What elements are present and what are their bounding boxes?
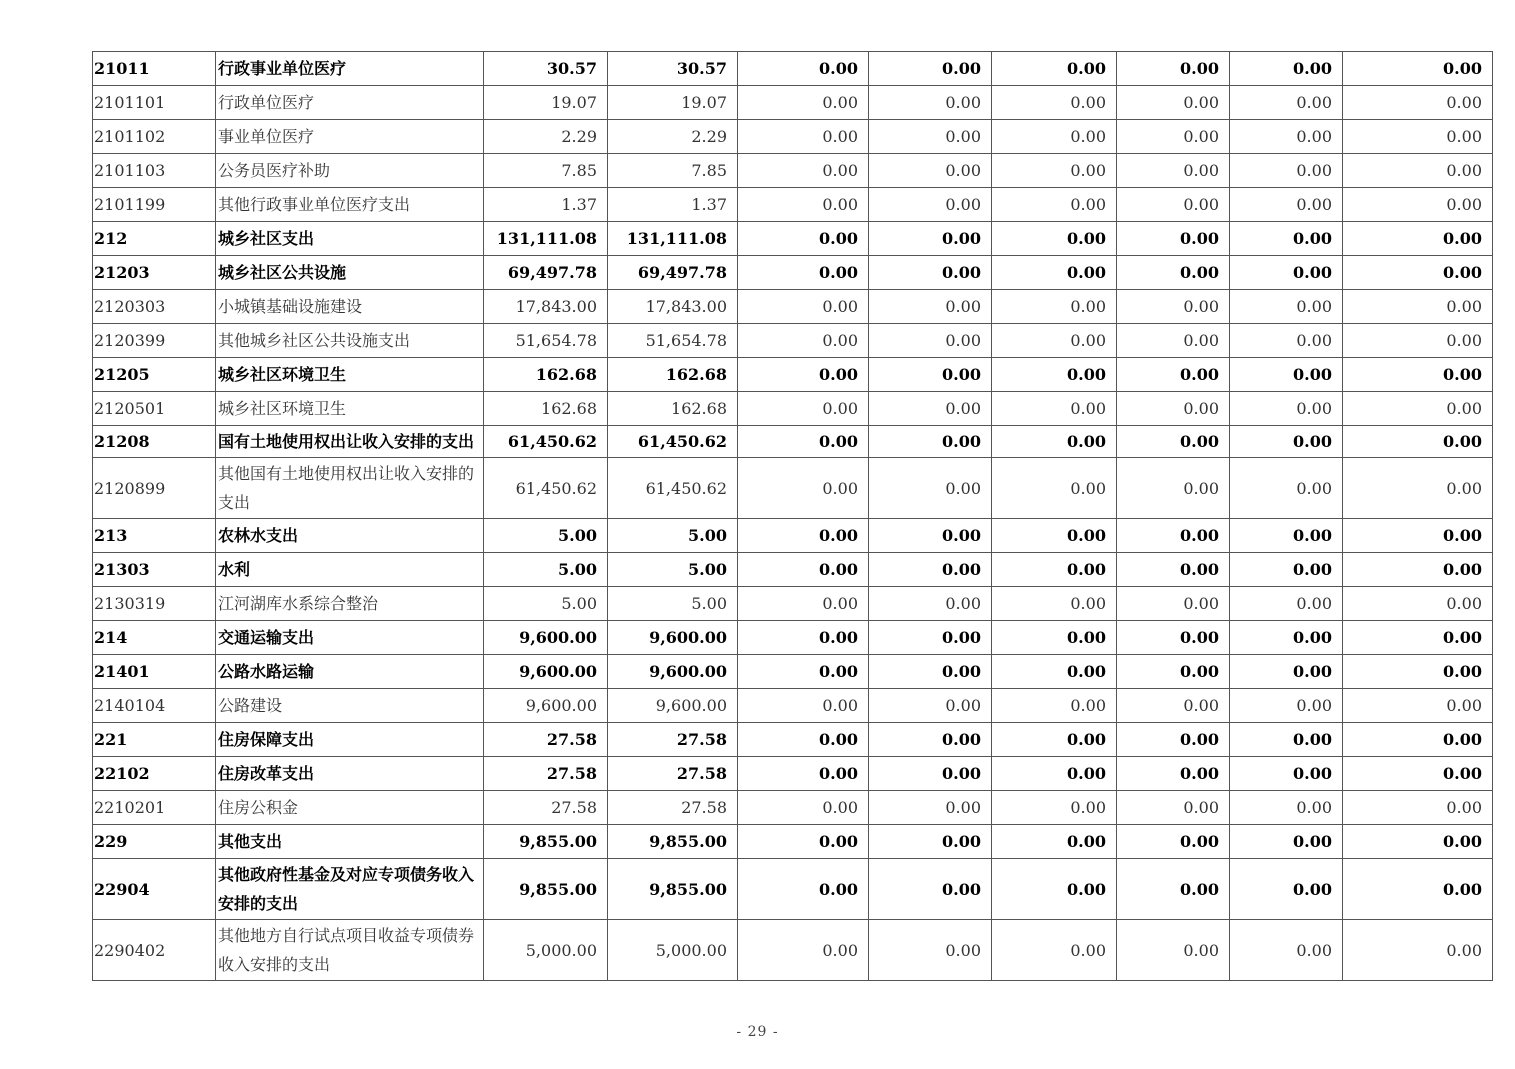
amount-cell: 0.00 xyxy=(869,188,992,222)
amount-cell: 0.00 xyxy=(869,426,992,458)
amount-cell: 0.00 xyxy=(1117,859,1230,920)
amount-cell: 69,497.78 xyxy=(608,256,738,290)
amount-cell: 51,654.78 xyxy=(608,324,738,358)
amount-cell: 0.00 xyxy=(992,52,1117,86)
amount-cell: 0.00 xyxy=(992,426,1117,458)
table-row xyxy=(93,920,1493,981)
table-row xyxy=(93,358,1493,392)
account-name-cell: 水利 xyxy=(216,553,484,587)
amount-cell: 0.00 xyxy=(1117,188,1230,222)
amount-cell: 162.68 xyxy=(484,358,608,392)
amount-cell: 0.00 xyxy=(1343,655,1493,689)
page-number: - 29 - xyxy=(736,1024,779,1040)
amount-cell: 0.00 xyxy=(738,86,869,120)
amount-cell: 0.00 xyxy=(992,587,1117,621)
account-name-cell: 江河湖库水系综合整治 xyxy=(216,587,484,621)
amount-cell: 0.00 xyxy=(992,859,1117,920)
amount-cell: 0.00 xyxy=(738,358,869,392)
amount-cell: 9,600.00 xyxy=(608,655,738,689)
account-code-cell: 2140104 xyxy=(93,689,216,723)
amount-cell: 0.00 xyxy=(1117,154,1230,188)
amount-cell: 5.00 xyxy=(484,587,608,621)
amount-cell: 0.00 xyxy=(992,920,1117,981)
amount-cell: 0.00 xyxy=(1230,553,1343,587)
account-name-cell: 城乡社区支出 xyxy=(216,222,484,256)
amount-cell: 0.00 xyxy=(1230,392,1343,426)
amount-cell: 131,111.08 xyxy=(484,222,608,256)
amount-cell: 0.00 xyxy=(1117,256,1230,290)
amount-cell: 5.00 xyxy=(608,587,738,621)
account-code-cell: 2120501 xyxy=(93,392,216,426)
amount-cell: 27.58 xyxy=(484,757,608,791)
table-row xyxy=(93,256,1493,290)
account-name-cell: 公务员医疗补助 xyxy=(216,154,484,188)
amount-cell: 162.68 xyxy=(484,392,608,426)
table-row xyxy=(93,392,1493,426)
amount-cell: 0.00 xyxy=(738,689,869,723)
amount-cell: 0.00 xyxy=(1230,791,1343,825)
amount-cell: 0.00 xyxy=(738,553,869,587)
amount-cell: 0.00 xyxy=(738,519,869,553)
amount-cell: 0.00 xyxy=(869,392,992,426)
account-name-cell: 住房改革支出 xyxy=(216,757,484,791)
amount-cell: 0.00 xyxy=(1343,426,1493,458)
amount-cell: 2.29 xyxy=(608,120,738,154)
amount-cell: 0.00 xyxy=(738,188,869,222)
account-name-cell: 城乡社区公共设施 xyxy=(216,256,484,290)
account-code-cell: 2101199 xyxy=(93,188,216,222)
amount-cell: 0.00 xyxy=(1117,426,1230,458)
amount-cell: 0.00 xyxy=(1230,920,1343,981)
account-name-cell: 其他国有土地使用权出让收入安排的支出 xyxy=(216,458,484,519)
amount-cell: 27.58 xyxy=(608,723,738,757)
amount-cell: 0.00 xyxy=(1117,825,1230,859)
amount-cell: 5,000.00 xyxy=(608,920,738,981)
amount-cell: 0.00 xyxy=(1343,859,1493,920)
account-code-cell: 214 xyxy=(93,621,216,655)
amount-cell: 0.00 xyxy=(1117,86,1230,120)
amount-cell: 0.00 xyxy=(992,519,1117,553)
amount-cell: 0.00 xyxy=(992,689,1117,723)
amount-cell: 0.00 xyxy=(738,222,869,256)
amount-cell: 5.00 xyxy=(484,553,608,587)
amount-cell: 0.00 xyxy=(1230,290,1343,324)
amount-cell: 9,855.00 xyxy=(484,859,608,920)
table-row xyxy=(93,458,1493,519)
amount-cell: 0.00 xyxy=(738,757,869,791)
amount-cell: 9,600.00 xyxy=(484,655,608,689)
amount-cell: 9,600.00 xyxy=(608,689,738,723)
amount-cell: 0.00 xyxy=(869,553,992,587)
amount-cell: 0.00 xyxy=(1230,188,1343,222)
amount-cell: 1.37 xyxy=(608,188,738,222)
account-name-cell: 其他地方自行试点项目收益专项债券收入安排的支出 xyxy=(216,920,484,981)
amount-cell: 0.00 xyxy=(1230,825,1343,859)
amount-cell: 0.00 xyxy=(738,859,869,920)
amount-cell: 0.00 xyxy=(1343,120,1493,154)
amount-cell: 162.68 xyxy=(608,358,738,392)
account-name-cell: 行政单位医疗 xyxy=(216,86,484,120)
amount-cell: 0.00 xyxy=(1117,621,1230,655)
amount-cell: 61,450.62 xyxy=(608,458,738,519)
table-row xyxy=(93,689,1493,723)
amount-cell: 0.00 xyxy=(738,458,869,519)
amount-cell: 69,497.78 xyxy=(484,256,608,290)
table-row xyxy=(93,52,1493,86)
amount-cell: 0.00 xyxy=(992,222,1117,256)
table-row xyxy=(93,859,1493,920)
account-code-cell: 229 xyxy=(93,825,216,859)
amount-cell: 0.00 xyxy=(1230,358,1343,392)
amount-cell: 0.00 xyxy=(1230,655,1343,689)
amount-cell: 0.00 xyxy=(1343,324,1493,358)
account-code-cell: 21303 xyxy=(93,553,216,587)
account-code-cell: 22904 xyxy=(93,859,216,920)
table-row xyxy=(93,188,1493,222)
amount-cell: 0.00 xyxy=(1230,689,1343,723)
amount-cell: 0.00 xyxy=(869,86,992,120)
amount-cell: 0.00 xyxy=(738,655,869,689)
amount-cell: 0.00 xyxy=(1230,859,1343,920)
amount-cell: 9,855.00 xyxy=(484,825,608,859)
account-name-cell: 其他支出 xyxy=(216,825,484,859)
account-code-cell: 21203 xyxy=(93,256,216,290)
account-name-cell: 城乡社区环境卫生 xyxy=(216,392,484,426)
amount-cell: 2.29 xyxy=(484,120,608,154)
amount-cell: 7.85 xyxy=(484,154,608,188)
amount-cell: 0.00 xyxy=(1117,723,1230,757)
account-name-cell: 其他政府性基金及对应专项债务收入安排的支出 xyxy=(216,859,484,920)
amount-cell: 0.00 xyxy=(1117,290,1230,324)
account-name-cell: 公路水路运输 xyxy=(216,655,484,689)
amount-cell: 0.00 xyxy=(869,222,992,256)
amount-cell: 131,111.08 xyxy=(608,222,738,256)
amount-cell: 0.00 xyxy=(992,791,1117,825)
table-row xyxy=(93,553,1493,587)
amount-cell: 0.00 xyxy=(992,256,1117,290)
amount-cell: 0.00 xyxy=(869,757,992,791)
amount-cell: 0.00 xyxy=(738,392,869,426)
account-name-cell: 城乡社区环境卫生 xyxy=(216,358,484,392)
table-row xyxy=(93,519,1493,553)
amount-cell: 0.00 xyxy=(992,392,1117,426)
account-code-cell: 2120303 xyxy=(93,290,216,324)
amount-cell: 0.00 xyxy=(738,920,869,981)
amount-cell: 0.00 xyxy=(869,120,992,154)
amount-cell: 0.00 xyxy=(1117,791,1230,825)
amount-cell: 0.00 xyxy=(869,290,992,324)
amount-cell: 0.00 xyxy=(1117,52,1230,86)
amount-cell: 27.58 xyxy=(608,791,738,825)
amount-cell: 0.00 xyxy=(1343,920,1493,981)
account-code-cell: 2120399 xyxy=(93,324,216,358)
table-row xyxy=(93,222,1493,256)
amount-cell: 0.00 xyxy=(992,120,1117,154)
amount-cell: 30.57 xyxy=(608,52,738,86)
amount-cell: 0.00 xyxy=(1117,222,1230,256)
amount-cell: 0.00 xyxy=(1230,519,1343,553)
account-name-cell: 住房公积金 xyxy=(216,791,484,825)
amount-cell: 0.00 xyxy=(1230,324,1343,358)
table-row xyxy=(93,655,1493,689)
amount-cell: 0.00 xyxy=(992,825,1117,859)
amount-cell: 0.00 xyxy=(1343,256,1493,290)
amount-cell: 0.00 xyxy=(1117,587,1230,621)
amount-cell: 17,843.00 xyxy=(484,290,608,324)
amount-cell: 0.00 xyxy=(1230,86,1343,120)
amount-cell: 0.00 xyxy=(992,154,1117,188)
table-row xyxy=(93,426,1493,458)
amount-cell: 7.85 xyxy=(608,154,738,188)
amount-cell: 0.00 xyxy=(738,621,869,655)
amount-cell: 0.00 xyxy=(992,86,1117,120)
account-name-cell: 国有土地使用权出让收入安排的支出 xyxy=(216,426,484,458)
amount-cell: 61,450.62 xyxy=(608,426,738,458)
amount-cell: 0.00 xyxy=(738,256,869,290)
amount-cell: 0.00 xyxy=(1343,358,1493,392)
amount-cell: 0.00 xyxy=(738,587,869,621)
budget-table xyxy=(92,51,1493,981)
amount-cell: 0.00 xyxy=(1230,587,1343,621)
account-name-cell: 事业单位医疗 xyxy=(216,120,484,154)
amount-cell: 0.00 xyxy=(738,324,869,358)
amount-cell: 0.00 xyxy=(1343,392,1493,426)
account-code-cell: 2101101 xyxy=(93,86,216,120)
amount-cell: 0.00 xyxy=(1343,587,1493,621)
amount-cell: 0.00 xyxy=(1117,757,1230,791)
amount-cell: 0.00 xyxy=(992,290,1117,324)
amount-cell: 0.00 xyxy=(1343,621,1493,655)
table-row xyxy=(93,825,1493,859)
amount-cell: 0.00 xyxy=(1343,188,1493,222)
amount-cell: 0.00 xyxy=(992,757,1117,791)
amount-cell: 0.00 xyxy=(869,920,992,981)
amount-cell: 1.37 xyxy=(484,188,608,222)
amount-cell: 0.00 xyxy=(869,519,992,553)
amount-cell: 61,450.62 xyxy=(484,426,608,458)
amount-cell: 0.00 xyxy=(738,52,869,86)
amount-cell: 0.00 xyxy=(738,426,869,458)
amount-cell: 0.00 xyxy=(1117,358,1230,392)
amount-cell: 0.00 xyxy=(1117,553,1230,587)
amount-cell: 0.00 xyxy=(869,256,992,290)
amount-cell: 0.00 xyxy=(869,52,992,86)
amount-cell: 0.00 xyxy=(992,621,1117,655)
amount-cell: 0.00 xyxy=(1343,825,1493,859)
table-row xyxy=(93,791,1493,825)
amount-cell: 0.00 xyxy=(1343,689,1493,723)
amount-cell: 5.00 xyxy=(484,519,608,553)
amount-cell: 0.00 xyxy=(992,458,1117,519)
table-row xyxy=(93,723,1493,757)
amount-cell: 5,000.00 xyxy=(484,920,608,981)
amount-cell: 0.00 xyxy=(1117,324,1230,358)
amount-cell: 61,450.62 xyxy=(484,458,608,519)
amount-cell: 0.00 xyxy=(869,859,992,920)
amount-cell: 0.00 xyxy=(1230,256,1343,290)
account-code-cell: 21011 xyxy=(93,52,216,86)
amount-cell: 0.00 xyxy=(1230,154,1343,188)
amount-cell: 0.00 xyxy=(869,723,992,757)
account-code-cell: 2101102 xyxy=(93,120,216,154)
account-code-cell: 2130319 xyxy=(93,587,216,621)
account-name-cell: 小城镇基础设施建设 xyxy=(216,290,484,324)
account-code-cell: 2210201 xyxy=(93,791,216,825)
account-name-cell: 其他城乡社区公共设施支出 xyxy=(216,324,484,358)
table-row xyxy=(93,621,1493,655)
amount-cell: 0.00 xyxy=(1230,426,1343,458)
amount-cell: 0.00 xyxy=(869,621,992,655)
amount-cell: 9,855.00 xyxy=(608,859,738,920)
amount-cell: 0.00 xyxy=(1230,120,1343,154)
amount-cell: 0.00 xyxy=(1230,757,1343,791)
amount-cell: 0.00 xyxy=(738,791,869,825)
table-body xyxy=(93,52,1493,981)
amount-cell: 0.00 xyxy=(869,324,992,358)
table-row xyxy=(93,86,1493,120)
amount-cell: 0.00 xyxy=(1230,723,1343,757)
amount-cell: 0.00 xyxy=(869,358,992,392)
amount-cell: 0.00 xyxy=(738,723,869,757)
amount-cell: 0.00 xyxy=(1117,458,1230,519)
amount-cell: 0.00 xyxy=(1117,519,1230,553)
amount-cell: 27.58 xyxy=(484,791,608,825)
amount-cell: 19.07 xyxy=(608,86,738,120)
amount-cell: 0.00 xyxy=(1117,689,1230,723)
account-code-cell: 221 xyxy=(93,723,216,757)
amount-cell: 0.00 xyxy=(992,553,1117,587)
amount-cell: 0.00 xyxy=(1343,52,1493,86)
amount-cell: 0.00 xyxy=(1343,791,1493,825)
amount-cell: 0.00 xyxy=(1117,655,1230,689)
amount-cell: 0.00 xyxy=(1343,723,1493,757)
amount-cell: 0.00 xyxy=(992,655,1117,689)
amount-cell: 0.00 xyxy=(1343,222,1493,256)
account-name-cell: 交通运输支出 xyxy=(216,621,484,655)
amount-cell: 0.00 xyxy=(1343,458,1493,519)
account-code-cell: 21205 xyxy=(93,358,216,392)
table-row xyxy=(93,324,1493,358)
account-code-cell: 21208 xyxy=(93,426,216,458)
table-row xyxy=(93,587,1493,621)
amount-cell: 19.07 xyxy=(484,86,608,120)
amount-cell: 0.00 xyxy=(1230,222,1343,256)
amount-cell: 0.00 xyxy=(738,290,869,324)
amount-cell: 0.00 xyxy=(738,120,869,154)
amount-cell: 0.00 xyxy=(992,324,1117,358)
amount-cell: 0.00 xyxy=(1343,553,1493,587)
amount-cell: 0.00 xyxy=(1343,154,1493,188)
account-code-cell: 2290402 xyxy=(93,920,216,981)
amount-cell: 162.68 xyxy=(608,392,738,426)
amount-cell: 0.00 xyxy=(992,723,1117,757)
amount-cell: 0.00 xyxy=(869,458,992,519)
amount-cell: 0.00 xyxy=(1343,290,1493,324)
amount-cell: 0.00 xyxy=(1230,458,1343,519)
amount-cell: 51,654.78 xyxy=(484,324,608,358)
amount-cell: 0.00 xyxy=(1117,392,1230,426)
amount-cell: 0.00 xyxy=(738,154,869,188)
account-name-cell: 公路建设 xyxy=(216,689,484,723)
account-code-cell: 21401 xyxy=(93,655,216,689)
amount-cell: 0.00 xyxy=(738,825,869,859)
amount-cell: 27.58 xyxy=(484,723,608,757)
amount-cell: 0.00 xyxy=(992,358,1117,392)
account-code-cell: 22102 xyxy=(93,757,216,791)
amount-cell: 0.00 xyxy=(869,655,992,689)
amount-cell: 30.57 xyxy=(484,52,608,86)
account-name-cell: 住房保障支出 xyxy=(216,723,484,757)
amount-cell: 9,855.00 xyxy=(608,825,738,859)
amount-cell: 9,600.00 xyxy=(484,621,608,655)
amount-cell: 5.00 xyxy=(608,553,738,587)
table-row xyxy=(93,757,1493,791)
account-name-cell: 行政事业单位医疗 xyxy=(216,52,484,86)
table-row xyxy=(93,290,1493,324)
amount-cell: 0.00 xyxy=(992,188,1117,222)
amount-cell: 9,600.00 xyxy=(608,621,738,655)
amount-cell: 17,843.00 xyxy=(608,290,738,324)
amount-cell: 0.00 xyxy=(869,825,992,859)
amount-cell: 5.00 xyxy=(608,519,738,553)
amount-cell: 0.00 xyxy=(1343,519,1493,553)
account-code-cell: 2120899 xyxy=(93,458,216,519)
amount-cell: 0.00 xyxy=(1117,120,1230,154)
amount-cell: 0.00 xyxy=(869,587,992,621)
amount-cell: 0.00 xyxy=(1230,621,1343,655)
amount-cell: 0.00 xyxy=(869,154,992,188)
amount-cell: 0.00 xyxy=(869,791,992,825)
amount-cell: 0.00 xyxy=(1117,920,1230,981)
account-name-cell: 农林水支出 xyxy=(216,519,484,553)
account-code-cell: 212 xyxy=(93,222,216,256)
amount-cell: 0.00 xyxy=(1343,757,1493,791)
account-code-cell: 213 xyxy=(93,519,216,553)
account-name-cell: 其他行政事业单位医疗支出 xyxy=(216,188,484,222)
account-code-cell: 2101103 xyxy=(93,154,216,188)
table-row xyxy=(93,120,1493,154)
amount-cell: 9,600.00 xyxy=(484,689,608,723)
amount-cell: 0.00 xyxy=(1230,52,1343,86)
amount-cell: 27.58 xyxy=(608,757,738,791)
table-row xyxy=(93,154,1493,188)
amount-cell: 0.00 xyxy=(869,689,992,723)
amount-cell: 0.00 xyxy=(1343,86,1493,120)
